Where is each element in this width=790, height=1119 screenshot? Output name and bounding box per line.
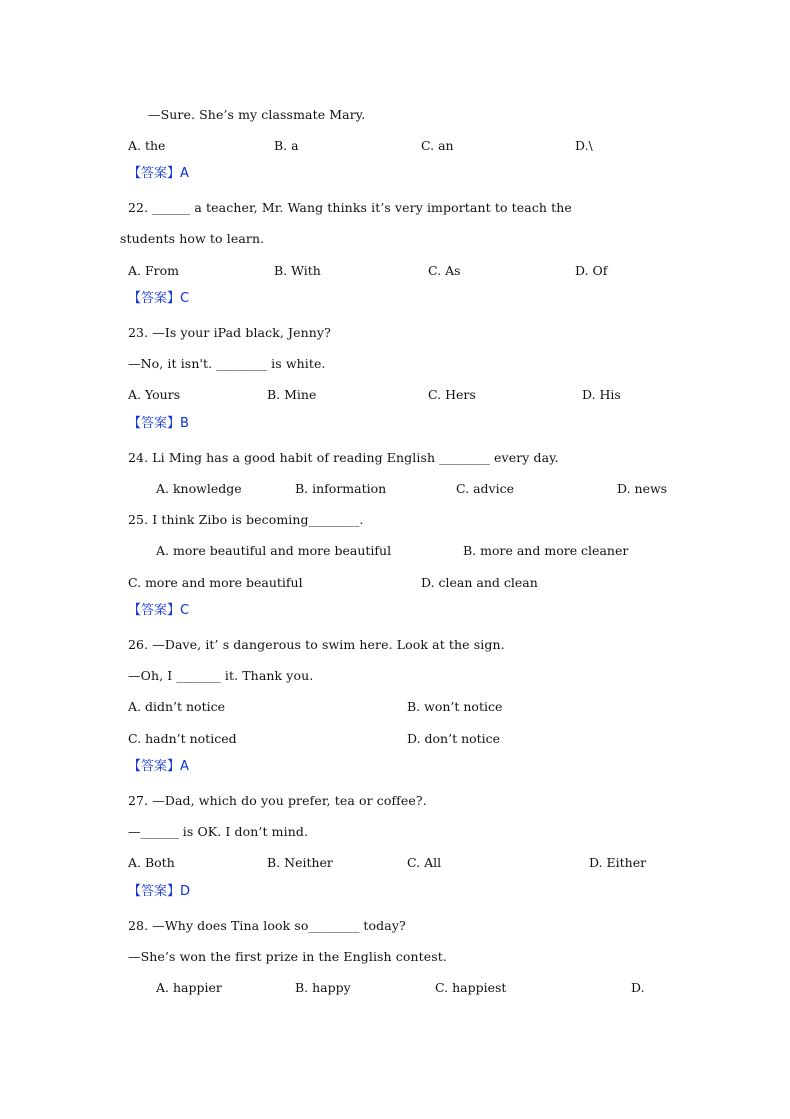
q23-stem-line2: —No, it isn't. ________ is white.	[128, 356, 326, 371]
q22-option-a: A. From	[128, 263, 180, 278]
q23-answer: 【答案】B	[128, 416, 189, 431]
q23-option-a: A. Yours	[128, 387, 181, 402]
q27-option-c: C. All	[407, 855, 442, 870]
q22-answer: 【答案】C	[128, 291, 190, 306]
q22-stem-line2: students how to learn.	[120, 231, 265, 246]
q28-option-d: D.	[631, 980, 645, 995]
q26-option-c: C. hadn’t noticed	[128, 731, 237, 746]
q27-option-b: B. Neither	[267, 855, 333, 870]
q22-stem-line1: 22. ______ a teacher, Mr. Wang thinks it’s very important to teach the	[128, 200, 572, 215]
q23-option-c: C. Hers	[428, 387, 476, 402]
q22-option-d: D. Of	[575, 263, 608, 278]
q21-option-d: D.\	[575, 138, 593, 153]
q27-answer: 【答案】D	[128, 884, 191, 899]
q24-option-a: A. knowledge	[156, 481, 242, 496]
q24-option-c: C. advice	[456, 481, 514, 496]
q24-stem: 24. Li Ming has a good habit of reading English ________ every day.	[128, 450, 559, 465]
q26-answer: 【答案】A	[128, 759, 189, 774]
q21-option-b: B. a	[274, 138, 299, 153]
q24-option-d: D. news	[617, 481, 668, 496]
q25-option-a: A. more beautiful and more beautiful	[156, 543, 392, 558]
q22-option-b: B. With	[274, 263, 321, 278]
q27-option-a: A. Both	[128, 855, 175, 870]
q28-stem-line2: —She’s won the first prize in the English contest.	[128, 949, 447, 964]
q21-reply: —Sure. She’s my classmate Mary.	[148, 107, 366, 122]
q25-option-d: D. clean and clean	[421, 575, 538, 590]
q25-stem: 25. I think Zibo is becoming________.	[128, 512, 364, 527]
q21-option-c: C. an	[421, 138, 454, 153]
q24-option-b: B. information	[295, 481, 387, 496]
q26-option-a: A. didn’t notice	[128, 699, 225, 714]
q26-stem-line1: 26. —Dave, it’ s dangerous to swim here. Look at the sign.	[128, 637, 505, 652]
q28-stem-line1: 28. —Why does Tina look so________ today?	[128, 918, 406, 933]
q25-option-b: B. more and more cleaner	[463, 543, 629, 558]
q28-option-b: B. happy	[295, 980, 351, 995]
q27-option-d: D. Either	[589, 855, 647, 870]
q25-answer: 【答案】C	[128, 603, 190, 618]
q21-answer: 【答案】A	[128, 166, 189, 181]
q27-stem-line2: —______ is OK. I don’t mind.	[128, 824, 309, 839]
q26-option-b: B. won’t notice	[407, 699, 503, 714]
q26-option-d: D. don’t notice	[407, 731, 501, 746]
q23-option-b: B. Mine	[267, 387, 317, 402]
q26-stem-line2: —Oh, I _______ it. Thank you.	[128, 668, 314, 683]
q23-stem-line1: 23. —Is your iPad black, Jenny?	[128, 325, 331, 340]
q23-option-d: D. His	[582, 387, 621, 402]
q27-stem-line1: 27. —Dad, which do you prefer, tea or coffee?.	[128, 793, 427, 808]
q28-option-a: A. happier	[156, 980, 222, 995]
q25-option-c: C. more and more beautiful	[128, 575, 303, 590]
q28-option-c: C. happiest	[435, 980, 507, 995]
q21-option-a: A. the	[128, 138, 166, 153]
q22-option-c: C. As	[428, 263, 461, 278]
